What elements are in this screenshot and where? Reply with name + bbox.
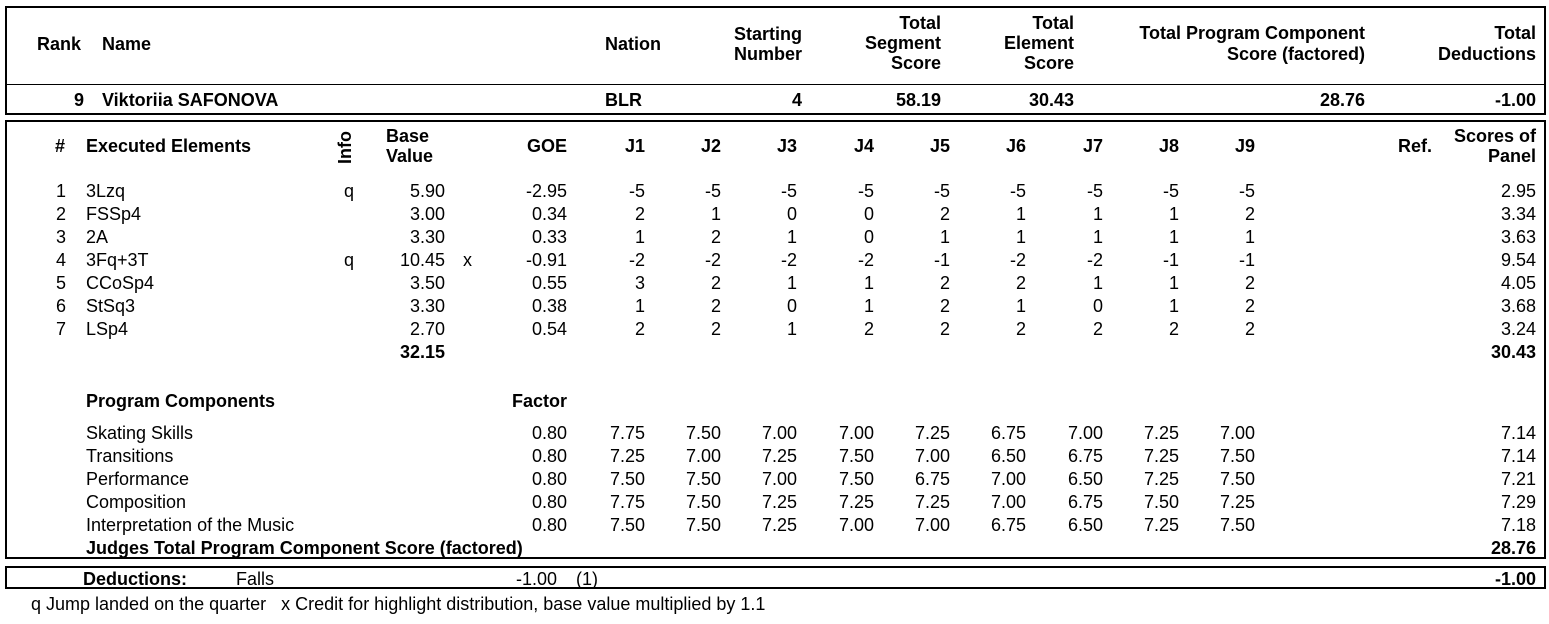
element-base-value: 3.00 — [409, 204, 445, 224]
component-judge-9-score: 7.50 — [1219, 469, 1255, 489]
col-base-label-2: Value — [386, 146, 434, 166]
col-judge-5-label: J5 — [929, 136, 950, 156]
col-info-label: Info — [335, 131, 355, 164]
component-judge-1-score: 7.75 — [609, 492, 645, 512]
component-judge-7-score: 6.50 — [1067, 515, 1103, 535]
element-base-value: 3.30 — [409, 227, 445, 247]
element-num: 6 — [55, 296, 66, 316]
element-judge-3-score: 1 — [786, 319, 797, 339]
element-judge-6-score: -2 — [1009, 250, 1026, 270]
element-name: LSp4 — [86, 319, 129, 339]
element-judge-8-score: -5 — [1162, 181, 1179, 201]
element-base-value: 3.30 — [409, 296, 445, 316]
starting-number-label-2: Number — [733, 44, 802, 64]
component-factor: 0.80 — [531, 492, 567, 512]
component-factor: 0.80 — [531, 515, 567, 535]
component-judge-4-score: 7.25 — [838, 492, 874, 512]
skater-nation: BLR — [605, 90, 642, 110]
element-judge-5-score: 2 — [939, 204, 950, 224]
element-judge-5-score: 1 — [939, 227, 950, 247]
element-judge-1-score: 1 — [634, 296, 645, 316]
component-judge-5-score: 7.25 — [914, 492, 950, 512]
component-factor: 0.80 — [531, 469, 567, 489]
base-value-total: 32.15 — [399, 342, 445, 362]
element-judge-9-score: 2 — [1244, 319, 1255, 339]
element-judge-5-score: -1 — [933, 250, 950, 270]
element-judge-4-score: 1 — [863, 296, 874, 316]
component-judge-7-score: 6.75 — [1067, 492, 1103, 512]
skater-total-segment-score: 58.19 — [895, 90, 941, 110]
component-judge-2-score: 7.50 — [685, 423, 721, 443]
component-judge-5-score: 7.00 — [914, 515, 950, 535]
total-element-label-3: Score — [1023, 53, 1074, 73]
element-judge-1-score: 2 — [634, 204, 645, 224]
element-judge-6-score: 2 — [1015, 273, 1026, 293]
factor-label: Factor — [511, 391, 567, 411]
element-base-value: 5.90 — [409, 181, 445, 201]
element-name: 2A — [86, 227, 109, 247]
component-judge-8-score: 7.50 — [1143, 492, 1179, 512]
element-judge-4-score: 0 — [863, 227, 874, 247]
component-judge-9-score: 7.50 — [1219, 446, 1255, 466]
component-judge-8-score: 7.25 — [1143, 469, 1179, 489]
component-judge-3-score: 7.25 — [761, 446, 797, 466]
element-num: 2 — [55, 204, 66, 224]
col-judge-4-label: J4 — [853, 136, 874, 156]
element-judge-8-score: -1 — [1162, 250, 1179, 270]
component-judge-8-score: 7.25 — [1143, 446, 1179, 466]
element-judge-1-score: 1 — [634, 227, 645, 247]
component-judge-9-score: 7.25 — [1219, 492, 1255, 512]
components-title: Program Components — [86, 391, 276, 411]
col-judge-9-label: J9 — [1234, 136, 1255, 156]
element-judge-8-score: 2 — [1168, 319, 1179, 339]
element-judge-9-score: -5 — [1238, 181, 1255, 201]
element-judge-6-score: 1 — [1015, 296, 1026, 316]
element-panel-score: 9.54 — [1500, 250, 1536, 270]
total-element-label-1: Total — [1032, 13, 1074, 33]
element-info: q — [344, 250, 355, 270]
component-judge-2-score: 7.00 — [685, 446, 721, 466]
total-segment-label-2: Segment — [864, 33, 941, 53]
element-goe: 0.55 — [531, 273, 567, 293]
component-judge-6-score: 6.50 — [990, 446, 1026, 466]
component-panel-score: 7.18 — [1500, 515, 1536, 535]
element-judge-4-score: 0 — [863, 204, 874, 224]
component-judge-3-score: 7.25 — [761, 515, 797, 535]
component-judge-2-score: 7.50 — [685, 492, 721, 512]
element-judge-6-score: 1 — [1015, 204, 1026, 224]
element-goe: -0.91 — [525, 250, 567, 270]
component-judge-3-score: 7.00 — [761, 469, 797, 489]
component-judge-9-score: 7.50 — [1219, 515, 1255, 535]
total-deductions-label-1: Total — [1494, 23, 1536, 43]
skater-total-pcs: 28.76 — [1319, 90, 1365, 110]
component-name: Skating Skills — [86, 423, 194, 443]
col-judge-1-label: J1 — [624, 136, 645, 156]
component-judge-7-score: 7.00 — [1067, 423, 1103, 443]
element-info: q — [344, 181, 355, 201]
element-judge-7-score: 1 — [1092, 273, 1103, 293]
component-judge-5-score: 7.25 — [914, 423, 950, 443]
component-judge-1-score: 7.75 — [609, 423, 645, 443]
element-panel-score: 4.05 — [1500, 273, 1536, 293]
col-ref-label: Ref. — [1397, 136, 1432, 156]
element-judge-3-score: 0 — [786, 204, 797, 224]
element-judge-4-score: 2 — [863, 319, 874, 339]
col-panel-label-1: Scores of — [1453, 126, 1536, 146]
element-x-mark: x — [463, 250, 472, 270]
element-judge-3-score: 1 — [786, 227, 797, 247]
element-judge-7-score: -5 — [1086, 181, 1103, 201]
col-panel-label-2: Panel — [1487, 146, 1536, 166]
col-judge-7-label: J7 — [1082, 136, 1103, 156]
element-num: 5 — [55, 273, 66, 293]
element-judge-8-score: 1 — [1168, 296, 1179, 316]
deductions-type: Falls — [236, 569, 275, 589]
element-judge-7-score: 1 — [1092, 227, 1103, 247]
element-judge-1-score: 2 — [634, 319, 645, 339]
element-judge-6-score: 1 — [1015, 227, 1026, 247]
col-base-label-1: Base — [386, 126, 430, 146]
element-goe: 0.54 — [531, 319, 567, 339]
element-judge-3-score: -2 — [780, 250, 797, 270]
element-judge-5-score: 2 — [939, 319, 950, 339]
components-total-label: Judges Total Program Component Score (factored) — [86, 538, 523, 558]
component-factor: 0.80 — [531, 423, 567, 443]
skater-total-deductions: -1.00 — [1494, 90, 1536, 110]
component-judge-1-score: 7.50 — [609, 515, 645, 535]
element-judge-6-score: 2 — [1015, 319, 1026, 339]
element-num: 1 — [55, 181, 66, 201]
skater-starting-number: 4 — [791, 90, 802, 110]
element-judge-5-score: -5 — [933, 181, 950, 201]
element-base-value: 3.50 — [409, 273, 445, 293]
component-judge-9-score: 7.00 — [1219, 423, 1255, 443]
element-judge-1-score: -2 — [628, 250, 645, 270]
element-judge-2-score: 2 — [710, 273, 721, 293]
panel-score-total: 30.43 — [1490, 342, 1536, 362]
element-judge-9-score: 2 — [1244, 273, 1255, 293]
col-executed-label: Executed Elements — [86, 136, 252, 156]
total-deductions-label-2: Deductions — [1437, 44, 1536, 64]
component-name: Transitions — [86, 446, 174, 466]
element-judge-4-score: -5 — [857, 181, 874, 201]
component-judge-6-score: 7.00 — [990, 469, 1026, 489]
element-name: StSq3 — [86, 296, 136, 316]
deductions-count: (1) — [576, 569, 598, 589]
element-goe: 0.34 — [531, 204, 567, 224]
skater-rank: 9 — [73, 90, 84, 110]
element-judge-7-score: 1 — [1092, 204, 1103, 224]
component-judge-7-score: 6.75 — [1067, 446, 1103, 466]
element-num: 4 — [55, 250, 66, 270]
components-total-value: 28.76 — [1490, 538, 1536, 558]
component-judge-4-score: 7.00 — [838, 515, 874, 535]
col-judge-8-label: J8 — [1158, 136, 1179, 156]
element-judge-3-score: -5 — [780, 181, 797, 201]
element-judge-9-score: 2 — [1244, 204, 1255, 224]
element-judge-5-score: 2 — [939, 273, 950, 293]
component-name: Performance — [86, 469, 190, 489]
element-judge-9-score: -1 — [1238, 250, 1255, 270]
component-judge-5-score: 6.75 — [914, 469, 950, 489]
element-judge-8-score: 1 — [1168, 227, 1179, 247]
component-judge-8-score: 7.25 — [1143, 423, 1179, 443]
component-name: Interpretation of the Music — [86, 515, 295, 535]
skater-total-element-score: 30.43 — [1028, 90, 1074, 110]
component-factor: 0.80 — [531, 446, 567, 466]
element-judge-2-score: 1 — [710, 204, 721, 224]
element-judge-7-score: 0 — [1092, 296, 1103, 316]
component-judge-3-score: 7.00 — [761, 423, 797, 443]
total-pcs-label-1: Total Program Component — [1139, 23, 1365, 43]
element-name: CCoSp4 — [86, 273, 155, 293]
element-judge-9-score: 1 — [1244, 227, 1255, 247]
element-base-value: 2.70 — [409, 319, 445, 339]
total-segment-label-3: Score — [890, 53, 941, 73]
component-judge-1-score: 7.50 — [609, 469, 645, 489]
component-judge-4-score: 7.50 — [838, 446, 874, 466]
component-judge-6-score: 6.75 — [990, 515, 1026, 535]
component-panel-score: 7.29 — [1500, 492, 1536, 512]
total-element-label-2: Element — [1003, 33, 1074, 53]
element-goe: 0.38 — [531, 296, 567, 316]
total-segment-label-1: Total — [899, 13, 941, 33]
element-judge-3-score: 1 — [786, 273, 797, 293]
component-judge-4-score: 7.00 — [838, 423, 874, 443]
element-judge-2-score: 2 — [710, 227, 721, 247]
component-judge-2-score: 7.50 — [685, 515, 721, 535]
element-name: 3Fq+3T — [86, 250, 149, 270]
component-judge-4-score: 7.50 — [838, 469, 874, 489]
element-panel-score: 3.34 — [1500, 204, 1536, 224]
component-panel-score: 7.14 — [1500, 423, 1536, 443]
element-judge-1-score: 3 — [634, 273, 645, 293]
element-judge-7-score: 2 — [1092, 319, 1103, 339]
component-judge-6-score: 6.75 — [990, 423, 1026, 443]
element-judge-5-score: 2 — [939, 296, 950, 316]
element-judge-2-score: 2 — [710, 319, 721, 339]
total-pcs-label-2: Score (factored) — [1226, 44, 1365, 64]
element-panel-score: 3.24 — [1500, 319, 1536, 339]
footnote: q Jump landed on the quarter x Credit for highlight distribution, base value multiplied by 1.1 — [31, 594, 766, 614]
col-goe-label: GOE — [526, 136, 567, 156]
component-judge-5-score: 7.00 — [914, 446, 950, 466]
element-num: 7 — [55, 319, 66, 339]
col-num-label: # — [55, 136, 66, 156]
element-judge-3-score: 0 — [786, 296, 797, 316]
element-num: 3 — [55, 227, 66, 247]
element-base-value: 10.45 — [399, 250, 445, 270]
element-judge-4-score: -2 — [857, 250, 874, 270]
name-label: Name — [102, 34, 152, 54]
component-judge-6-score: 7.00 — [990, 492, 1026, 512]
element-judge-1-score: -5 — [628, 181, 645, 201]
deductions-total: -1.00 — [1494, 569, 1536, 589]
component-judge-7-score: 6.50 — [1067, 469, 1103, 489]
element-goe: -2.95 — [525, 181, 567, 201]
component-judge-2-score: 7.50 — [685, 469, 721, 489]
starting-number-label-1: Starting — [733, 24, 802, 44]
element-judge-2-score: 2 — [710, 296, 721, 316]
component-judge-3-score: 7.25 — [761, 492, 797, 512]
element-judge-9-score: 2 — [1244, 296, 1255, 316]
col-judge-3-label: J3 — [776, 136, 797, 156]
element-panel-score: 3.63 — [1500, 227, 1536, 247]
col-judge-2-label: J2 — [700, 136, 721, 156]
component-panel-score: 7.21 — [1500, 469, 1536, 489]
rank-label: Rank — [37, 34, 82, 54]
element-judge-8-score: 1 — [1168, 273, 1179, 293]
skater-name: Viktoriia SAFONOVA — [102, 90, 279, 110]
component-judge-8-score: 7.25 — [1143, 515, 1179, 535]
element-name: 3Lzq — [86, 181, 126, 201]
component-panel-score: 7.14 — [1500, 446, 1536, 466]
element-goe: 0.33 — [531, 227, 567, 247]
component-name: Composition — [86, 492, 187, 512]
header-divider — [5, 84, 1546, 85]
element-judge-7-score: -2 — [1086, 250, 1103, 270]
component-judge-1-score: 7.25 — [609, 446, 645, 466]
nation-label: Nation — [605, 34, 661, 54]
col-judge-6-label: J6 — [1005, 136, 1026, 156]
deductions-value: -1.00 — [515, 569, 557, 589]
element-panel-score: 2.95 — [1500, 181, 1536, 201]
deductions-label: Deductions: — [83, 569, 188, 589]
element-judge-2-score: -5 — [704, 181, 721, 201]
element-judge-6-score: -5 — [1009, 181, 1026, 201]
element-panel-score: 3.68 — [1500, 296, 1536, 316]
element-judge-4-score: 1 — [863, 273, 874, 293]
element-judge-8-score: 1 — [1168, 204, 1179, 224]
element-judge-2-score: -2 — [704, 250, 721, 270]
element-name: FSSp4 — [86, 204, 142, 224]
